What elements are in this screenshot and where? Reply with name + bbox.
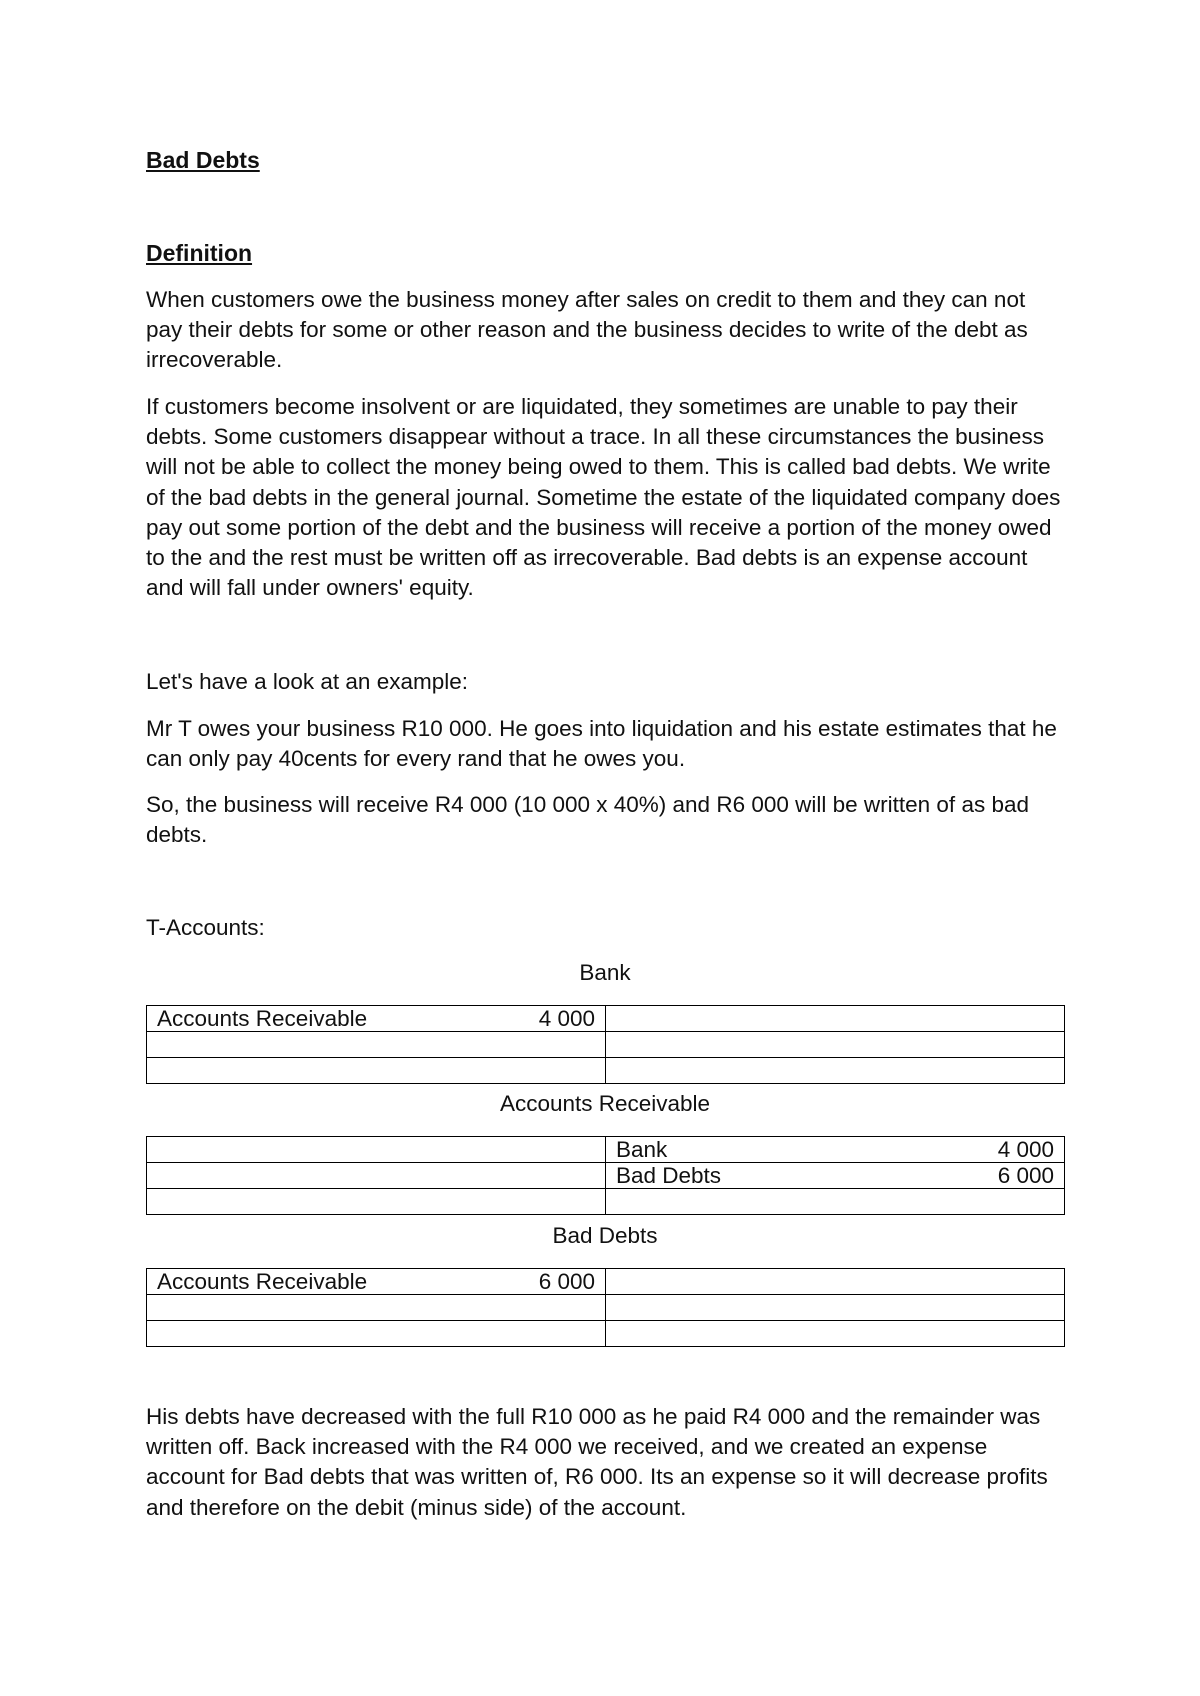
bad-debts-account-title: Bad Debts [552,1223,658,1248]
definition-heading: Definition [146,240,253,266]
definition-paragraph: When customers owe the business money after sales on credit to them and they can not pay their debts for some or other reason and the business decides to write of the debt as irrecoverable. [146,287,1028,373]
credit-cell [606,1295,1065,1321]
entry-label: Bad Debts [616,1163,722,1188]
debit-cell [147,1006,606,1032]
debit-cell [147,1321,606,1347]
credit-cell [606,1321,1065,1347]
entry-amount: 6 000 [538,1269,595,1294]
credit-cell [606,1006,1065,1032]
t-accounts-label: T-Accounts: [146,915,265,940]
table-row [147,1032,1065,1058]
debit-cell [147,1058,606,1084]
entry-label: Bank [616,1137,668,1162]
bad-debts-t-account [146,1268,1065,1347]
table-row [147,1189,1065,1215]
page-title: Bad Debts [146,147,260,173]
debit-cell [147,1137,606,1163]
bank-account-title: Bank [579,960,631,985]
accounts-receivable-title: Accounts Receivable [499,1091,711,1116]
example-intro: Let's have a look at an example: [146,669,468,694]
calculation-paragraph: So, the business will receive R4 000 (10 000 x 40%) and R6 000 will be written of as bad debts. [146,792,1029,848]
summary-paragraph: His debts have decreased with the full R10 000 as he paid R4 000 and the remainder was written off. Back increased with the R4 000 we received, and we created an expense account for Bad debts that was written of, R6 000. Its an expense so it will decrease profits and therefore on the debit (minus side) of the account. [146,1404,1048,1520]
credit-cell [606,1137,1065,1163]
debit-cell [147,1189,606,1215]
debit-cell [147,1032,606,1058]
explanation-paragraph: If customers become insolvent or are liquidated, they sometimes are unable to pay their debts. Some customers disappear without a trace. In all these circumstances the business will not be able to collect the money being owed to them. This is called bad debts. We write of the bad debts in the general journal. Sometime the estate of the liquidated company does pay out some portion of the debt and the business will receive a portion of the money owed to the and the rest must be written off as irrecoverable. Bad debts is an expense account and will fall under owners' equity. [146,394,1061,601]
entry-amount: 6 000 [997,1163,1054,1188]
table-row [147,1295,1065,1321]
entry-label: Accounts Receivable [157,1269,368,1294]
table-row [147,1321,1065,1347]
entry-label: Accounts Receivable [157,1006,368,1031]
credit-cell [606,1163,1065,1189]
debit-cell [147,1295,606,1321]
bank-t-account [146,1005,1065,1084]
table-row [147,1137,1065,1163]
credit-cell [606,1189,1065,1215]
entry-amount: 4 000 [538,1006,595,1031]
credit-cell [606,1269,1065,1295]
table-row [147,1163,1065,1189]
credit-cell [606,1032,1065,1058]
example-paragraph: Mr T owes your business R10 000. He goes into liquidation and his estate estimates that he can only pay 40cents for every rand that he owes you. [146,716,1057,772]
credit-cell [606,1058,1065,1084]
entry-amount: 4 000 [997,1137,1054,1162]
debit-cell [147,1269,606,1295]
table-row [147,1006,1065,1032]
table-row [147,1058,1065,1084]
debit-cell [147,1163,606,1189]
accounts-receivable-t-account [146,1136,1065,1215]
table-row [147,1269,1065,1295]
